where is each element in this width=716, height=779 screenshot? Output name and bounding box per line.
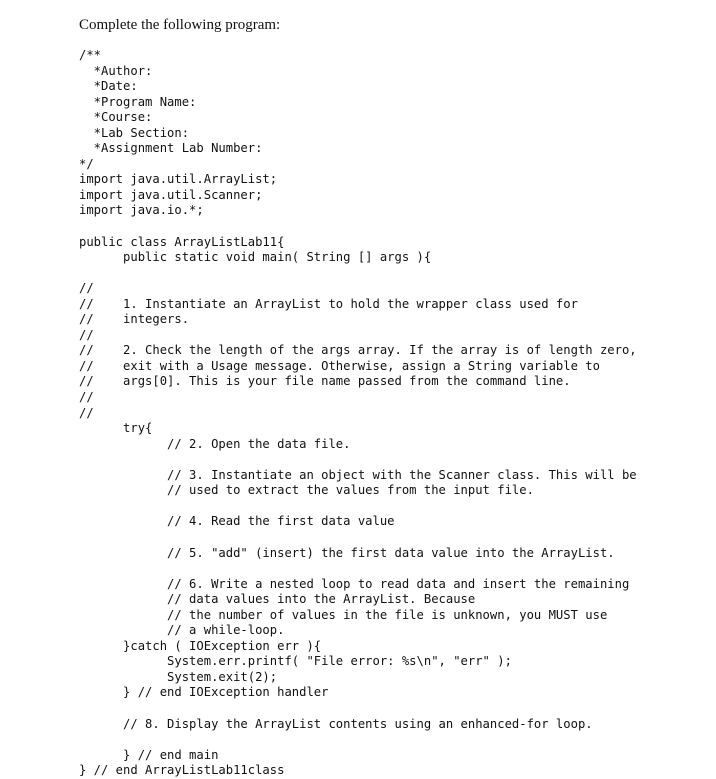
code-line: import java.util.Scanner; [79, 187, 263, 202]
code-line: // 2. Open the data file. [79, 436, 351, 451]
code-line: // [79, 281, 94, 296]
code-line: } // end IOException handler [79, 685, 329, 700]
code-line: try{ [79, 421, 153, 436]
code-line [79, 732, 637, 748]
code-line [79, 530, 637, 546]
code-line: import java.util.ArrayList; [79, 172, 278, 187]
code-line: } // end main [79, 747, 219, 762]
code-line: *Lab Section: [79, 125, 190, 140]
code-line [79, 701, 637, 717]
code-line: *Assignment Lab Number: [79, 141, 263, 156]
code-line: public class ArrayListLab11{ [79, 234, 285, 249]
code-line: // 3. Instantiate an object with the Scanner class. This will be [79, 467, 637, 482]
code-line: // args[0]. This is your file name passed from the command line. [79, 374, 571, 389]
code-line: // 8. Display the ArrayList contents using an enhanced-for loop. [79, 716, 593, 731]
code-line: // 4. Read the first data value [79, 514, 395, 529]
code-line: System.err.printf( "File error: %s\n", "err" ); [79, 654, 512, 669]
code-line [79, 561, 637, 577]
code-listing [79, 48, 637, 779]
code-line: *Author: [79, 63, 153, 78]
code-line: // 2. Check the length of the args array. If the array is of length zero, [79, 343, 637, 358]
code-line: // used to extract the values from the input file. [79, 483, 534, 498]
code-line: *Program Name: [79, 94, 197, 109]
code-line: // 6. Write a nested loop to read data and insert the remaining [79, 576, 630, 591]
code-line [79, 452, 637, 468]
code-line: *Date: [79, 79, 138, 94]
code-line: import java.io.*; [79, 203, 204, 218]
code-line: // integers. [79, 312, 190, 327]
code-line: System.exit(2); [79, 669, 278, 684]
code-line: // data values into the ArrayList. Because [79, 592, 476, 607]
code-line: public static void main( String [] args ){ [79, 250, 432, 265]
code-line: // 1. Instantiate an ArrayList to hold the wrapper class used for [79, 296, 578, 311]
code-line: }catch ( IOException err ){ [79, 638, 322, 653]
code-line: // exit with a Usage message. Otherwise, assign a String variable to [79, 358, 600, 373]
code-line: // 5. "add" (insert) the first data value into the ArrayList. [79, 545, 615, 560]
code-line [79, 219, 637, 235]
code-line: // [79, 390, 94, 405]
code-line: // [79, 327, 94, 342]
code-line [79, 266, 637, 282]
code-line: */ [79, 156, 94, 171]
code-line: /** [79, 48, 102, 62]
code-line [79, 499, 637, 515]
code-line: } // end ArrayListLab11class [79, 763, 285, 778]
code-line: *Course: [79, 110, 153, 125]
code-line: // a while-loop. [79, 623, 285, 638]
instruction-heading: Complete the following program: [79, 17, 281, 33]
code-line: // the number of values in the file is unknown, you MUST use [79, 607, 608, 622]
code-line: // [79, 405, 94, 420]
